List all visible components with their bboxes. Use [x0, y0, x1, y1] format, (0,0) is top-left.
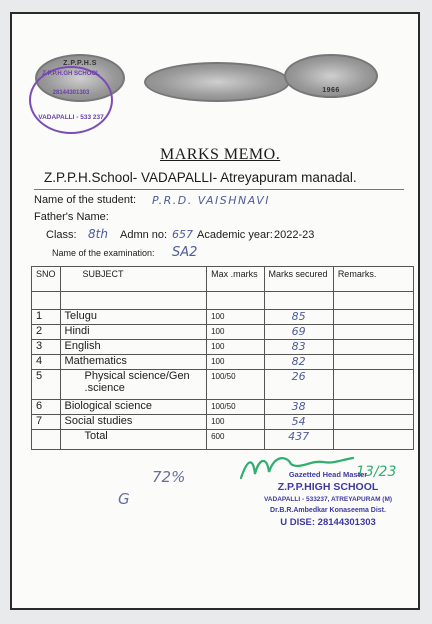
- row-max-marks: 100: [207, 340, 264, 355]
- stamp-school-name: Z.P.P.HIGH SCHOOL: [277, 481, 379, 493]
- row-max-marks: 100/50: [207, 400, 264, 415]
- row-remarks: [333, 355, 413, 370]
- student-name-label: Name of the student:: [34, 194, 137, 206]
- row-subject: English: [60, 340, 207, 355]
- row-remarks: [333, 415, 413, 430]
- row-subject: Telugu: [60, 310, 207, 325]
- row-max-marks: 100/50: [207, 370, 264, 400]
- row-sno: 7: [32, 415, 61, 430]
- row-max-marks: 100: [207, 415, 264, 430]
- row-remarks: [333, 340, 413, 355]
- row-sno: 6: [32, 400, 61, 415]
- seal-code: 28144301303: [52, 90, 90, 96]
- row-remarks: [333, 370, 413, 400]
- memo-title: MARKS MEMO.: [160, 146, 281, 163]
- row-sno: 4: [32, 355, 61, 370]
- row-max-marks: 100: [207, 310, 264, 325]
- row-remarks: [333, 325, 413, 340]
- row-subject: Total: [60, 430, 207, 450]
- father-name-label: Father's Name:: [34, 211, 109, 223]
- class-label: Class:: [46, 229, 77, 241]
- student-name-value: P.R.D. VAISHNAVI: [152, 194, 270, 207]
- header-sno: SNO: [32, 267, 61, 292]
- row-remarks: [333, 400, 413, 415]
- table-row: [32, 370, 414, 400]
- row-marks-secured: 82: [264, 355, 333, 370]
- header-remarks: Remarks.: [333, 267, 413, 292]
- row-remarks: [333, 430, 413, 450]
- header-max-marks: Max .marks: [207, 267, 264, 292]
- emblem-right-text: 1966: [322, 87, 340, 94]
- row-remarks: [333, 310, 413, 325]
- academic-year-value: 2022-23: [274, 229, 315, 241]
- academic-year-label: Academic year:: [197, 229, 273, 241]
- total-row: [32, 430, 414, 450]
- marks-memo-sheet: [10, 12, 420, 610]
- row-sno: [32, 430, 61, 450]
- table-row: [32, 340, 414, 355]
- stamp-udise: U DISE: 28144301303: [280, 517, 376, 528]
- row-sno: 2: [32, 325, 61, 340]
- seal-top-text: Z.P.P.H.GH SCHOOL: [42, 71, 100, 77]
- school-emblem-right: [284, 54, 378, 98]
- row-marks-secured: 437: [264, 430, 333, 450]
- row-marks-secured: 69: [264, 325, 333, 340]
- seal-bottom-text: VADAPALLI - 533 237: [38, 114, 104, 121]
- row-subject: Biological science: [60, 400, 207, 415]
- row-subject: Hindi: [60, 325, 207, 340]
- stamp-address: VADAPALLI - 533237, ATREYAPURAM (M): [263, 496, 393, 503]
- stamp-designation: Gazetted Head Master: [288, 470, 368, 479]
- table-row: [32, 415, 414, 430]
- row-marks-secured: 26: [264, 370, 333, 400]
- header-rule: [34, 189, 404, 190]
- row-subject: Mathematics: [60, 355, 207, 370]
- exam-value: SA2: [172, 245, 198, 260]
- class-value: 8th: [88, 227, 108, 241]
- handwritten-date: 13/23: [356, 464, 397, 480]
- stamp-district: Dr.B.R.Ambedkar Konaseema Dist.: [270, 507, 386, 514]
- table-row: [32, 400, 414, 415]
- row-sno: 3: [32, 340, 61, 355]
- handwritten-grade: G: [118, 490, 130, 508]
- row-subject: Social studies: [60, 415, 207, 430]
- row-sno: 1: [32, 310, 61, 325]
- row-marks-secured: 85: [264, 310, 333, 325]
- spacer-row: [32, 292, 414, 310]
- emblem-left-text: Z.P.P.H.S: [63, 60, 97, 67]
- row-max-marks: 100: [207, 325, 264, 340]
- row-marks-secured: 54: [264, 415, 333, 430]
- row-sno: 5: [32, 370, 61, 400]
- row-max-marks: 600: [207, 430, 264, 450]
- exam-label: Name of the examination:: [52, 248, 155, 258]
- table-row: [32, 355, 414, 370]
- marks-table: [31, 266, 414, 450]
- header-marks-secured: Marks secured: [264, 267, 333, 292]
- school-emblem-center: [144, 62, 290, 102]
- table-row: [32, 310, 414, 325]
- row-subject: Physical science/Gen .science: [60, 370, 207, 400]
- school-name: Z.P.P.H.School- VADAPALLI- Atreyapuram manadal.: [44, 170, 357, 185]
- row-max-marks: 100: [207, 355, 264, 370]
- table-row: [32, 325, 414, 340]
- handwritten-percentage: 72%: [152, 468, 186, 486]
- admn-label: Admn no:: [120, 229, 168, 241]
- admn-value: 657: [172, 228, 193, 241]
- header-subject: SUBJECT: [60, 267, 207, 292]
- school-round-seal: [29, 66, 113, 134]
- table-header-row: [32, 267, 414, 292]
- row-marks-secured: 83: [264, 340, 333, 355]
- row-marks-secured: 38: [264, 400, 333, 415]
